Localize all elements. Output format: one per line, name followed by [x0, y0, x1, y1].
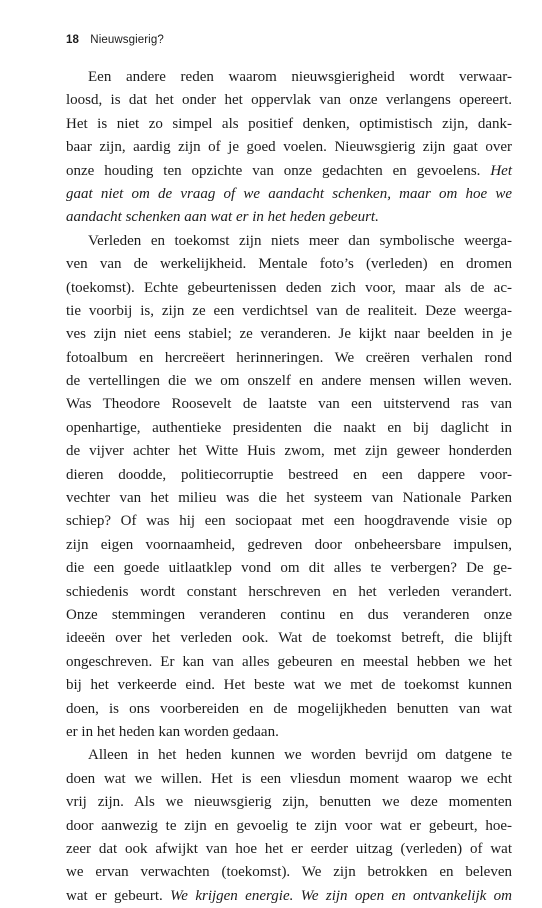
- text-line: [66, 510, 512, 533]
- text-segment: Onze stemmingen veranderen continu en dus veranderen onze: [66, 606, 512, 623]
- text-line: [66, 885, 512, 908]
- text-line: [66, 861, 512, 884]
- text-segment: Was Theodore Roosevelt de laatste van een uitstervend ras van: [66, 396, 512, 413]
- body-text: [66, 66, 512, 908]
- text-segment: ideeën over het verleden ook. Wat de toekomst betreft, die blijft: [66, 630, 512, 647]
- text-line: [66, 768, 512, 791]
- text-segment: fotoalbum en hercreëert herinneringen. We creëren verhalen rond: [66, 349, 512, 366]
- text-segment: loosd, is dat het onder het oppervlak van onze verlangens opereert.: [66, 92, 512, 109]
- text-line: [66, 323, 512, 346]
- italic-text: Het: [490, 162, 512, 179]
- italic-text: gaat niet om de vraag of we aandacht schenken, maar om hoe we: [66, 185, 512, 202]
- text-line: [66, 393, 512, 416]
- text-line: [66, 347, 512, 370]
- text-line: [66, 89, 512, 112]
- text-segment: doen, is ons voorbereiden en de mogelijkheden benutten van wat: [66, 700, 512, 717]
- page-header: [66, 34, 164, 46]
- text-segment: schiedenis wordt constant herschreven en het verleden verandert.: [66, 583, 512, 600]
- text-line: [66, 698, 512, 721]
- italic-text: aandacht schenken aan wat er in het heden gebeurt.: [66, 209, 379, 226]
- text-segment: er in het heden kan worden gedaan.: [66, 723, 279, 740]
- text-line: [66, 744, 512, 767]
- text-segment: openhartige, authentieke presidenten die naakt en bij daglicht in: [66, 419, 512, 436]
- text-segment: (toekomst). Echte gebeurtenissen deden zich voor, maar als de ac-: [66, 279, 512, 296]
- text-segment: tie voorbij is, zijn ze een verdichtsel van de realiteit. Deze weerga-: [66, 302, 512, 319]
- text-line: [66, 815, 512, 838]
- text-segment: we ervan verwachten (toekomst). We zijn betrokken en beleven: [66, 864, 512, 881]
- text-line: [66, 300, 512, 323]
- italic-text: We krijgen energie. We zijn open en ontvankelijk om: [170, 887, 512, 904]
- text-segment: door aanwezig te zijn en gevoelig te zijn voor wat er gebeurt, hoe-: [66, 817, 512, 834]
- text-line: [66, 113, 512, 136]
- text-segment: zijn eigen voornaamheid, gedreven door onbeheersbare impulsen,: [66, 536, 512, 553]
- text-segment: de vijver achter het Witte Huis zwom, met zijn geweer honderden: [66, 443, 512, 460]
- text-segment: bij het verkeerde eind. Het beste wat we met de toekomst kunnen: [66, 677, 512, 694]
- page-number: 18: [66, 34, 79, 46]
- text-line: [66, 534, 512, 557]
- text-segment: ven van de werkelijkheid. Mentale foto’s (verleden) en dromen: [66, 256, 512, 273]
- text-line: [66, 464, 512, 487]
- text-line: [66, 206, 512, 229]
- text-segment: schiep? Of was hij een sociopaat met een hoogdravende visie op: [66, 513, 512, 530]
- text-segment: onze houding ten opzichte van onze gedachten en gevoelens.: [66, 162, 491, 179]
- text-line: [66, 674, 512, 697]
- text-line: [66, 581, 512, 604]
- text-segment: dieren doodde, politiecorruptie bestreed en een dappere voor-: [66, 466, 512, 483]
- running-title: Nieuwsgierig?: [90, 34, 164, 46]
- text-line: [66, 627, 512, 650]
- text-line: [66, 66, 512, 89]
- text-segment: vechter van het milieu was die het systeem van Nationale Parken: [66, 490, 512, 507]
- text-line: [66, 721, 512, 744]
- text-line: [66, 487, 512, 510]
- text-segment: Een andere reden waarom nieuwsgierigheid wordt verwaar-: [88, 69, 512, 85]
- text-line: [66, 417, 512, 440]
- text-line: [66, 557, 512, 580]
- text-segment: Het is niet zo simpel als positief denken, optimistisch zijn, dank-: [66, 115, 512, 132]
- text-line: [66, 230, 512, 253]
- text-line: [66, 160, 512, 183]
- text-segment: doen wat we willen. Het is een vliesdun moment waarop we echt: [66, 770, 512, 787]
- text-segment: zeer dat ook afwijkt van hoe het er eerder uitzag (verleden) of wat: [66, 840, 512, 857]
- text-line: [66, 651, 512, 674]
- text-segment: ongeschreven. Er kan van alles gebeuren en meestal hebben we het: [66, 653, 512, 670]
- text-segment: ves zijn niet eens stabiel; ze veranderen. Je kijkt naar beelden in je: [66, 326, 512, 343]
- text-line: [66, 277, 512, 300]
- text-segment: die een goede uitlaatklep vond om dit alles te verbergen? De ge-: [66, 560, 512, 577]
- text-line: [66, 791, 512, 814]
- text-line: [66, 370, 512, 393]
- text-segment: Verleden en toekomst zijn niets meer dan symbolische weerga-: [88, 232, 512, 249]
- text-line: [66, 604, 512, 627]
- text-segment: wat er gebeurt.: [66, 887, 171, 904]
- text-segment: vrij zijn. Als we nieuwsgierig zijn, benutten we deze momenten: [66, 794, 512, 811]
- text-line: [66, 838, 512, 861]
- text-segment: de vertellingen die we om onszelf en andere mensen willen weven.: [66, 373, 512, 390]
- text-segment: Alleen in het heden kunnen we worden bevrijd om datgene te: [88, 747, 512, 764]
- text-line: [66, 183, 512, 206]
- text-line: [66, 253, 512, 276]
- text-segment: baar zijn, aardig zijn of je goed voelen. Nieuwsgierig zijn gaat over: [66, 139, 512, 156]
- text-line: [66, 136, 512, 159]
- text-line: [66, 440, 512, 463]
